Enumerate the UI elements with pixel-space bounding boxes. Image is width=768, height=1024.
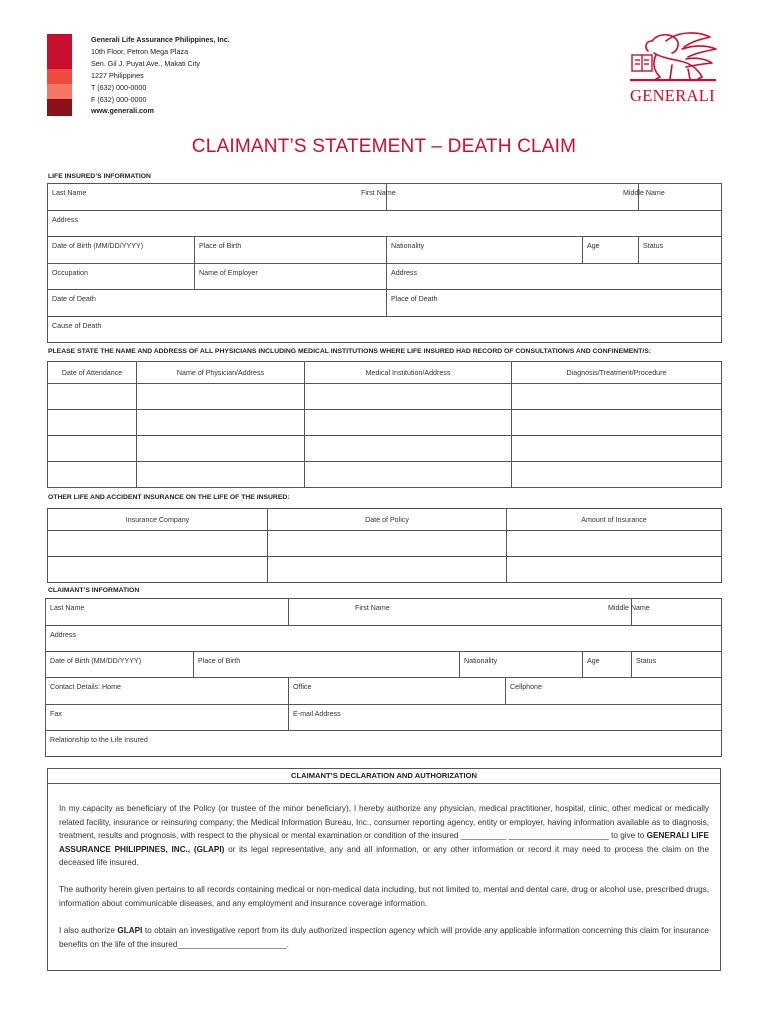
table-cell[interactable]	[305, 436, 512, 462]
field-label: Cause of Death	[52, 322, 102, 330]
table-row	[48, 436, 722, 462]
table-cell[interactable]	[512, 410, 722, 436]
claimant-place-of-birth-field[interactable]	[194, 652, 460, 678]
field-label: Age	[587, 657, 600, 665]
column-header-date-of-policy: Date of Policy	[268, 509, 507, 531]
table-cell[interactable]	[137, 462, 305, 488]
field-label: Date of Birth (MM/DD/YYYY)	[50, 657, 142, 665]
table-cell[interactable]	[48, 410, 137, 436]
claimant-age-field[interactable]	[583, 652, 631, 677]
table-cell[interactable]	[512, 436, 722, 462]
table-cell[interactable]	[305, 410, 512, 436]
declaration-title: CLAIMANT’S DECLARATION AND AUTHORIZATION	[48, 769, 720, 784]
field-label: Middle Name	[623, 189, 665, 197]
field-label: Age	[587, 242, 600, 250]
claimant-relationship-field[interactable]	[46, 731, 722, 757]
declaration-paragraph-3	[59, 924, 709, 951]
declaration-company-abbr: GLAPI	[117, 925, 143, 935]
field-label: Fax	[50, 710, 62, 718]
table-cell[interactable]	[512, 384, 722, 410]
field-label: Place of Birth	[199, 242, 242, 250]
claimant-cellphone-field[interactable]	[506, 678, 722, 705]
life-insured-dob-field[interactable]	[48, 237, 195, 264]
declaration-text: I also authorize	[59, 925, 118, 935]
table-row	[48, 557, 722, 583]
life-insured-age-field[interactable]	[583, 237, 639, 264]
company-address-block	[91, 34, 230, 117]
life-insured-first-name-field[interactable]	[361, 184, 639, 211]
field-label: First Name	[361, 189, 396, 197]
section-label-other-insurance: OTHER LIFE AND ACCIDENT INSURANCE ON THE LIFE OF THE INSURED:	[48, 494, 290, 501]
field-label: Address	[52, 216, 79, 224]
company-phone: T (632) 000-0000	[91, 82, 147, 92]
life-insured-employer-address-field[interactable]	[387, 264, 722, 290]
column-header-amount-of-insurance: Amount of Insurance	[507, 509, 722, 531]
field-label: Nationality	[391, 242, 425, 250]
table-cell[interactable]	[512, 462, 722, 488]
field-label: Office	[293, 683, 312, 691]
table-cell[interactable]	[48, 384, 137, 410]
claimant-status-field[interactable]	[632, 652, 722, 678]
claimant-table	[45, 598, 722, 757]
declaration-text: or its legal representative, any and all information, or any other information or record it may need to process the claim on the deceased life insured.	[59, 844, 709, 868]
declaration-paragraph-1	[59, 802, 709, 870]
page-title: CLAIMANT’S STATEMENT – DEATH CLAIM	[191, 136, 577, 157]
column-header-physician: Name of Physician/Address	[137, 362, 305, 384]
declaration-text: In my capacity as beneficiary of the Policy (or trustee of the minor beneficiary), I hereby authorize any physician, medical practitioner, hospital, clinic, other medical or medically related facility, insurance or reinsuring company, the Medical Information Bureau, Inc., consumer reporting agency, entity or employer, having information available as to diagnosis, treatment, results and prognosis, with respect to the physical or mental examination or condition of the insured __________ ______________________ to give to	[59, 804, 709, 841]
field-label: Date of Death	[52, 295, 96, 303]
column-header-medical-institution: Medical Institution/Address	[305, 362, 512, 384]
company-website: www.generali.com	[91, 106, 154, 116]
brand-color-bar-salmon	[47, 84, 72, 99]
field-label: Place of Death	[391, 295, 438, 303]
table-cell[interactable]	[305, 462, 512, 488]
table-row	[48, 384, 722, 410]
table-cell[interactable]	[48, 557, 268, 583]
claimant-fax-field[interactable]	[46, 705, 289, 731]
column-header-date-of-attendance: Date of Attendance	[48, 362, 137, 384]
claimant-middle-name-field[interactable]	[608, 599, 722, 626]
claimant-last-name-field[interactable]	[46, 599, 289, 626]
claimant-email-field[interactable]	[289, 705, 722, 731]
field-label: First Name	[355, 604, 390, 612]
life-insured-cause-of-death-field[interactable]	[48, 317, 722, 343]
section-label-claimant: CLAIMANT’S INFORMATION	[48, 587, 140, 594]
declaration-text: to obtain an investigative report from its duly authorized inspection agency which will provide any applicable information concerning this claim for insurance benefits on the life of the insured________________________.	[59, 925, 709, 949]
table-cell[interactable]	[507, 557, 722, 583]
claimant-nationality-field[interactable]	[460, 652, 583, 677]
table-cell[interactable]	[48, 531, 268, 557]
declaration-company-name: GENERALI LIFE ASSURANCE PHILIPPINES, INC., (GLAPI)	[59, 831, 709, 854]
claimant-contact-home-field[interactable]	[46, 678, 289, 705]
field-label: Name of Employer	[199, 269, 258, 277]
company-address-line-1: 10th Floor, Petron Mega Plaza	[91, 46, 189, 56]
table-cell[interactable]	[48, 436, 137, 462]
field-label: Relationship to the Life Insured	[50, 736, 148, 744]
field-label: Cellphone	[510, 683, 542, 691]
claimant-nationality-age-group	[460, 652, 632, 678]
table-cell[interactable]	[137, 384, 305, 410]
section-label-physicians: PLEASE STATE THE NAME AND ADDRESS OF ALL PHYSICIANS INCLUDING MEDICAL INSTITUTIONS WHERE LIFE INSURED HAD RECORD OF CONSULTATION/S AND CONFINEMENT/S:	[48, 348, 652, 355]
life-insured-nationality-field[interactable]	[387, 237, 583, 264]
section-label-life-insured: LIFE INSURED’S INFORMATION	[48, 173, 151, 180]
life-insured-place-of-birth-field[interactable]	[195, 237, 387, 264]
life-insured-address-field[interactable]	[48, 211, 722, 237]
field-label: E-mail Address	[293, 710, 341, 718]
life-insured-date-of-death-field[interactable]	[48, 290, 387, 317]
field-label: Contact Details: Home	[50, 683, 121, 691]
claimant-office-field[interactable]	[289, 678, 506, 705]
field-label: Last Name	[52, 189, 87, 197]
life-insured-place-of-death-field[interactable]	[387, 290, 722, 317]
other-insurance-table	[47, 508, 722, 583]
field-label: Address	[391, 269, 418, 277]
field-label: Nationality	[464, 657, 498, 665]
table-cell[interactable]	[507, 531, 722, 557]
table-row	[48, 410, 722, 436]
table-row	[48, 531, 722, 557]
field-label: Date of Birth (MM/DD/YYYY)	[52, 242, 144, 250]
claimant-first-name-field[interactable]	[289, 599, 632, 626]
life-insured-last-name-field[interactable]	[48, 184, 387, 211]
column-header-insurance-company: Insurance Company	[48, 509, 268, 531]
brand-logo-text: GENERALI	[630, 86, 715, 105]
field-label: Middle Name	[608, 604, 650, 612]
life-insured-middle-name-field[interactable]	[623, 184, 722, 211]
table-row	[48, 462, 722, 488]
table-cell[interactable]	[48, 462, 137, 488]
field-label: Status	[643, 242, 664, 250]
field-label: Last Name	[50, 604, 85, 612]
table-cell[interactable]	[305, 384, 512, 410]
company-address-line-2: Sen. Gil J. Puyat Ave., Makati City	[91, 58, 200, 68]
physicians-table	[47, 361, 722, 488]
declaration-paragraph-2: The authority herein given pertains to all records containing medical or non-medical data including, but not limited to, mental and dental care, drug or alcohol use, prescribed drugs, information about communicable diseases, and any employment and insurance coverage information.	[59, 885, 709, 908]
claimant-address-field[interactable]	[46, 626, 722, 652]
field-label: Status	[636, 657, 657, 665]
table-cell[interactable]	[268, 531, 507, 557]
field-label: Place of Birth	[198, 657, 241, 665]
life-insured-occupation-field[interactable]	[48, 264, 195, 290]
table-cell[interactable]	[137, 410, 305, 436]
table-cell[interactable]	[268, 557, 507, 583]
declaration-body	[48, 784, 720, 951]
life-insured-status-field[interactable]	[639, 237, 722, 264]
table-cell[interactable]	[137, 436, 305, 462]
field-label: Address	[50, 631, 77, 639]
claimant-dob-field[interactable]	[46, 652, 194, 678]
company-fax: F (632) 000-0000	[91, 94, 147, 104]
life-insured-table	[47, 183, 722, 343]
brand-color-bar-coral	[47, 69, 72, 84]
declaration-box	[47, 768, 721, 971]
brand-color-bar-red	[47, 34, 72, 69]
company-address-line-3: 1227 Philippines	[91, 70, 144, 80]
life-insured-employer-field[interactable]	[195, 264, 387, 290]
field-label: Occupation	[52, 269, 88, 277]
company-name: Generali Life Assurance Philippines, Inc.	[91, 35, 230, 44]
column-header-diagnosis: Diagnosis/Treatment/Procedure	[512, 362, 722, 384]
brand-color-bar-maroon	[47, 99, 72, 116]
